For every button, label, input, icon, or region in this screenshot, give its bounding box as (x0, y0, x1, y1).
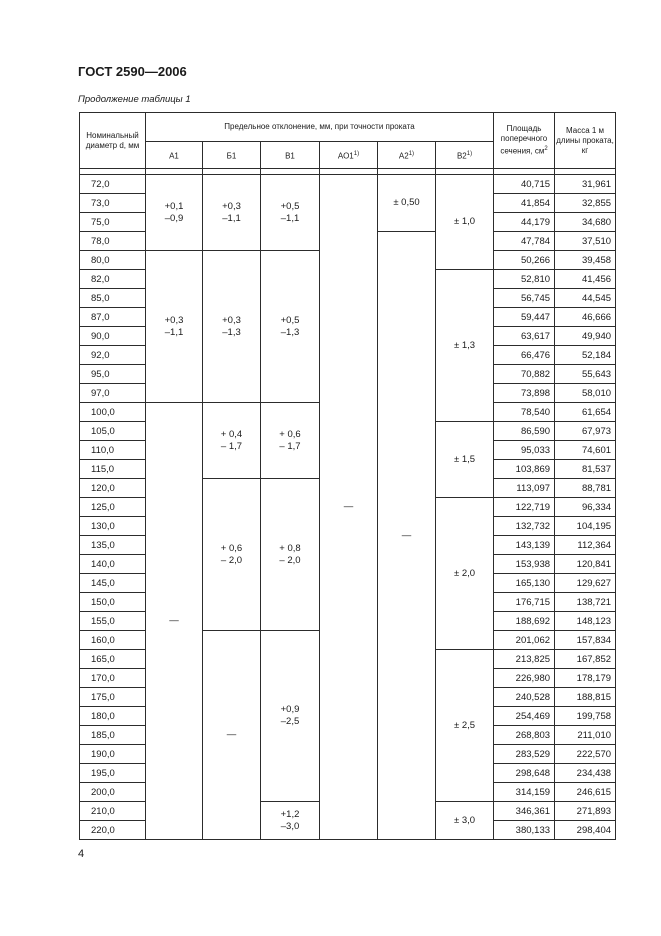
header-area-sup: 2 (544, 146, 548, 153)
deviation-cell: ± 1,0 (436, 175, 494, 270)
mass-cell: 41,456 (555, 270, 616, 289)
area-cell: 283,529 (494, 745, 555, 764)
mass-cell: 188,815 (555, 688, 616, 707)
diameter-cell: 160,0 (80, 631, 146, 650)
header-accuracy-col (378, 142, 436, 169)
area-cell: 226,980 (494, 669, 555, 688)
diameter-cell: 150,0 (80, 593, 146, 612)
mass-cell: 199,758 (555, 707, 616, 726)
mass-cell: 74,601 (555, 441, 616, 460)
mass-cell: 112,364 (555, 536, 616, 555)
header-accuracy-label: Б1 (226, 151, 237, 161)
diameter-cell: 220,0 (80, 821, 146, 840)
deviation-cell: ± 3,0 (436, 802, 494, 840)
deviation-cell: — (203, 631, 261, 840)
deviation-cell: ± 1,3 (436, 270, 494, 422)
area-cell: 47,784 (494, 232, 555, 251)
deviation-cell: +0,5 –1,1 (261, 175, 320, 251)
mass-cell: 88,781 (555, 479, 616, 498)
deviation-cell: +0,5 –1,3 (261, 251, 320, 403)
mass-cell: 298,404 (555, 821, 616, 840)
data-table (79, 112, 616, 840)
diameter-cell: 100,0 (80, 403, 146, 422)
mass-cell: 67,973 (555, 422, 616, 441)
area-cell: 346,361 (494, 802, 555, 821)
area-cell: 59,447 (494, 308, 555, 327)
diameter-cell: 95,0 (80, 365, 146, 384)
diameter-cell: 145,0 (80, 574, 146, 593)
deviation-cell: + 0,8 – 2,0 (261, 479, 320, 631)
header-accuracy-col (320, 142, 378, 169)
header-accuracy-label: А2 (398, 151, 409, 161)
diameter-cell: 180,0 (80, 707, 146, 726)
diameter-cell: 125,0 (80, 498, 146, 517)
diameter-cell: 190,0 (80, 745, 146, 764)
header-accuracy-col (261, 142, 320, 169)
diameter-cell: 75,0 (80, 213, 146, 232)
mass-cell: 222,570 (555, 745, 616, 764)
mass-cell: 39,458 (555, 251, 616, 270)
header-accuracy-label: АО1 (337, 151, 354, 161)
area-cell: 113,097 (494, 479, 555, 498)
diameter-cell: 115,0 (80, 460, 146, 479)
diameter-cell: 80,0 (80, 251, 146, 270)
area-cell: 132,732 (494, 517, 555, 536)
area-cell: 44,179 (494, 213, 555, 232)
mass-cell: 129,627 (555, 574, 616, 593)
mass-cell: 81,537 (555, 460, 616, 479)
mass-cell: 148,123 (555, 612, 616, 631)
header-mass: Масса 1 м длины проката, кг (555, 113, 616, 169)
area-cell: 298,648 (494, 764, 555, 783)
area-cell: 78,540 (494, 403, 555, 422)
page-number: 4 (78, 848, 85, 860)
deviation-cell: + 0,4 – 1,7 (203, 403, 261, 479)
diameter-cell: 200,0 (80, 783, 146, 802)
deviation-cell: + 0,6 – 2,0 (203, 479, 261, 631)
document-title: ГОСТ 2590—2006 (78, 64, 187, 79)
table-row (80, 175, 616, 194)
diameter-cell: 120,0 (80, 479, 146, 498)
area-cell: 380,133 (494, 821, 555, 840)
diameter-cell: 130,0 (80, 517, 146, 536)
header-accuracy-col (146, 142, 203, 169)
mass-cell: 96,334 (555, 498, 616, 517)
deviation-cell: +0,9 –2,5 (261, 631, 320, 802)
mass-cell: 104,195 (555, 517, 616, 536)
deviation-cell: +0,3 –1,1 (146, 251, 203, 403)
area-cell: 70,882 (494, 365, 555, 384)
mass-cell: 234,438 (555, 764, 616, 783)
area-cell: 201,062 (494, 631, 555, 650)
area-cell: 86,590 (494, 422, 555, 441)
area-cell: 41,854 (494, 194, 555, 213)
area-cell: 73,898 (494, 384, 555, 403)
mass-cell: 138,721 (555, 593, 616, 612)
area-cell: 56,745 (494, 289, 555, 308)
diameter-cell: 185,0 (80, 726, 146, 745)
mass-cell: 61,654 (555, 403, 616, 422)
header-accuracy-col (436, 142, 494, 169)
area-cell: 314,159 (494, 783, 555, 802)
header-area-label: Площадь поперечного сечения, см (500, 124, 548, 156)
mass-cell: 178,179 (555, 669, 616, 688)
diameter-cell: 105,0 (80, 422, 146, 441)
deviation-cell: — (320, 175, 378, 840)
header-accuracy-sup: 1) (466, 150, 473, 157)
mass-cell: 246,615 (555, 783, 616, 802)
deviation-cell: + 0,6 – 1,7 (261, 403, 320, 479)
diameter-cell: 210,0 (80, 802, 146, 821)
header-diameter: Номинальный диаметр d, мм (80, 113, 146, 169)
diameter-cell: 87,0 (80, 308, 146, 327)
diameter-cell: 140,0 (80, 555, 146, 574)
area-cell: 66,476 (494, 346, 555, 365)
mass-cell: 49,940 (555, 327, 616, 346)
mass-cell: 211,010 (555, 726, 616, 745)
mass-cell: 157,834 (555, 631, 616, 650)
mass-cell: 120,841 (555, 555, 616, 574)
mass-cell: 52,184 (555, 346, 616, 365)
area-cell: 153,938 (494, 555, 555, 574)
header-area (494, 113, 555, 169)
deviation-cell: ± 0,50 (378, 175, 436, 232)
deviation-cell: ± 2,5 (436, 650, 494, 802)
deviation-cell: — (378, 232, 436, 840)
area-cell: 50,266 (494, 251, 555, 270)
area-cell: 268,803 (494, 726, 555, 745)
diameter-cell: 90,0 (80, 327, 146, 346)
diameter-cell: 72,0 (80, 175, 146, 194)
deviation-cell: ± 2,0 (436, 498, 494, 650)
area-cell: 63,617 (494, 327, 555, 346)
diameter-cell: 97,0 (80, 384, 146, 403)
mass-cell: 55,643 (555, 365, 616, 384)
mass-cell: 34,680 (555, 213, 616, 232)
header-accuracy-label: В1 (285, 151, 295, 161)
mass-cell: 31,961 (555, 175, 616, 194)
deviation-cell: +0,3 –1,3 (203, 251, 261, 403)
diameter-cell: 85,0 (80, 289, 146, 308)
area-cell: 122,719 (494, 498, 555, 517)
diameter-cell: 165,0 (80, 650, 146, 669)
diameter-cell: 135,0 (80, 536, 146, 555)
mass-cell: 32,855 (555, 194, 616, 213)
area-cell: 143,139 (494, 536, 555, 555)
mass-cell: 58,010 (555, 384, 616, 403)
mass-cell: 37,510 (555, 232, 616, 251)
area-cell: 240,528 (494, 688, 555, 707)
deviation-cell: — (146, 403, 203, 840)
deviation-cell: ± 1,5 (436, 422, 494, 498)
deviation-cell: +1,2 –3,0 (261, 802, 320, 840)
header-accuracy-sup: 1) (353, 150, 360, 157)
diameter-cell: 170,0 (80, 669, 146, 688)
area-cell: 40,715 (494, 175, 555, 194)
mass-cell: 167,852 (555, 650, 616, 669)
diameter-cell: 78,0 (80, 232, 146, 251)
header-accuracy-sup: 1) (408, 150, 415, 157)
area-cell: 254,469 (494, 707, 555, 726)
diameter-cell: 82,0 (80, 270, 146, 289)
header-accuracy-label: В2 (456, 151, 467, 161)
mass-cell: 46,666 (555, 308, 616, 327)
mass-cell: 271,893 (555, 802, 616, 821)
diameter-cell: 175,0 (80, 688, 146, 707)
diameter-cell: 110,0 (80, 441, 146, 460)
header-accuracy-label: А1 (169, 151, 179, 161)
area-cell: 103,869 (494, 460, 555, 479)
header-deviation-group: Предельное отклонение, мм, при точности проката (146, 113, 494, 142)
area-cell: 188,692 (494, 612, 555, 631)
area-cell: 213,825 (494, 650, 555, 669)
header-accuracy-col (203, 142, 261, 169)
area-cell: 95,033 (494, 441, 555, 460)
area-cell: 165,130 (494, 574, 555, 593)
mass-cell: 44,545 (555, 289, 616, 308)
deviation-cell: +0,3 –1,1 (203, 175, 261, 251)
diameter-cell: 155,0 (80, 612, 146, 631)
diameter-cell: 73,0 (80, 194, 146, 213)
area-cell: 176,715 (494, 593, 555, 612)
diameter-cell: 92,0 (80, 346, 146, 365)
table-caption: Продолжение таблицы 1 (78, 94, 191, 105)
deviation-cell: +0,1 –0,9 (146, 175, 203, 251)
diameter-cell: 195,0 (80, 764, 146, 783)
area-cell: 52,810 (494, 270, 555, 289)
